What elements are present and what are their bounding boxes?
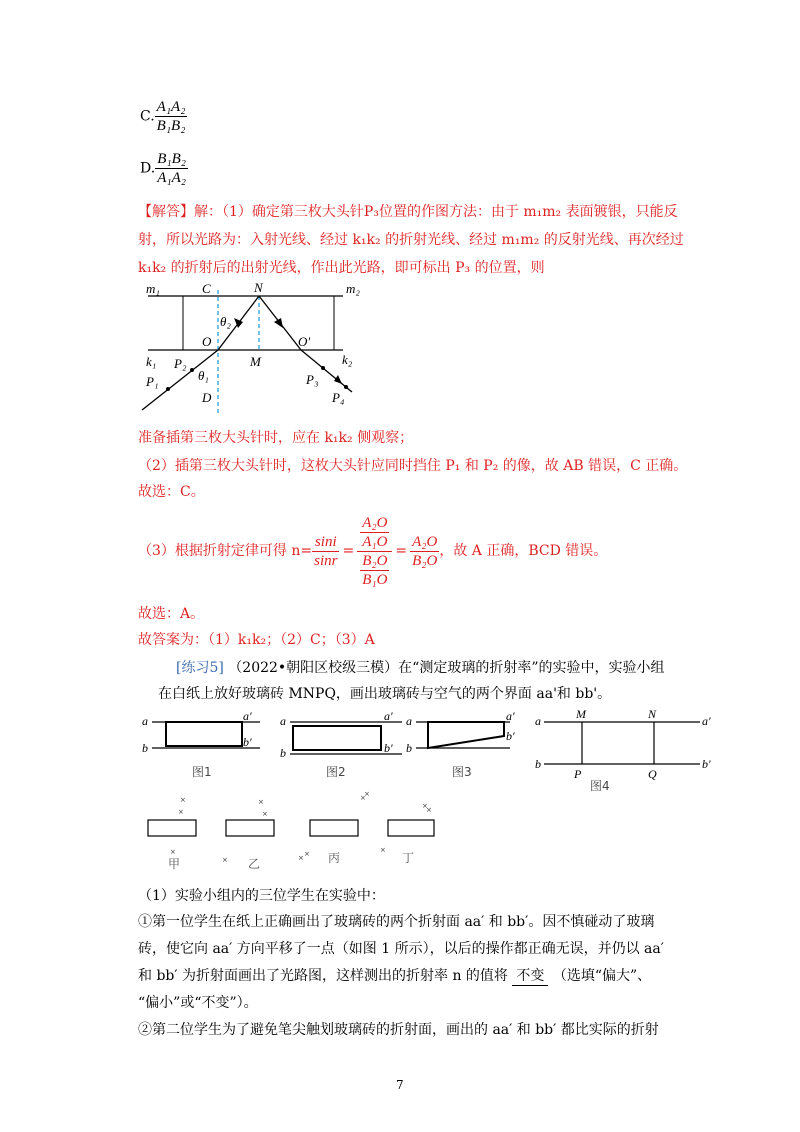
svg-text:×: ×: [178, 808, 184, 816]
question-line-3: 砖，使它向 aa′ 方向平移了一点（如图 1 所示），以后的操作都正确无误，并仍以 aa′: [138, 941, 664, 957]
label-n: N: [254, 282, 263, 295]
svg-text:×: ×: [380, 846, 386, 854]
answer-line-4: 准备插第三枚大头针时，应在 k₁k₂ 侧观察；: [138, 430, 414, 446]
pin-p3: [321, 366, 325, 370]
arrow-reflected: [274, 318, 283, 328]
fig2-label-aprime: a′: [384, 709, 393, 723]
answer-line-3: k₁k₂ 的折射后的出射光线，作出此光路，即可标出 P₃ 的位置，则: [138, 260, 545, 276]
exercise-tag: [练习5]: [176, 660, 224, 676]
question-line-5: “偏小”或“不变”）。: [138, 995, 258, 1011]
drawing-ding-glass: [388, 820, 434, 836]
answer-line-9: 故答案为：（1）k₁k₂；（2）C；（3）A: [138, 632, 375, 648]
question-line-6: ②第二位学生为了避免笔尖触划玻璃砖的折射面，画出的 aa′ 和 bb′ 都比实际的折射: [138, 1022, 659, 1038]
fig2-label-bprime: b′: [384, 741, 393, 755]
label-p3: P₃: [306, 372, 319, 387]
fig1-label-b: b: [142, 741, 148, 755]
fig4-caption: 图4: [590, 779, 610, 792]
light-path-diagram: [138, 282, 378, 420]
fig3-label-a: a: [406, 714, 412, 728]
label-m1: m₁: [146, 282, 160, 296]
frac-a2o-b2o: $\frac{\text{A₂O}}{\text{B₂O}}$: [412, 533, 438, 569]
fig4-label-b: b: [535, 757, 541, 771]
exercise-line-2: 在白纸上放好玻璃砖 MNPQ，画出玻璃砖与空气的两个界面 aa'和 bb'。: [158, 686, 612, 702]
formula-prefix: （3）根据折射定律可得 n=: [138, 542, 313, 559]
student-drawings: [140, 790, 450, 870]
choice-d-fraction: $\frac{\text{B₁B₂}}{\text{A₁A₂}}$: [157, 151, 186, 186]
svg-text:×: ×: [262, 810, 268, 818]
answer-line-1: 【解答】解：（1）确定第三枚大头针P₃位置的作图方法：由于 m₁m₂ 表面镀银，只能反: [138, 204, 678, 220]
fig2-glass: [293, 726, 381, 750]
fig2-label-b: b: [280, 746, 286, 760]
answer-line-8: 故选：A。: [138, 606, 205, 622]
label-theta1: θ₁: [198, 368, 209, 383]
label-p4: P₄: [332, 390, 345, 405]
answer-blank: 不变: [512, 968, 548, 986]
choice-c-fraction: $\frac{\text{A₁A₂}}{\text{B₁B₂}}$: [156, 99, 186, 134]
equals-1: =: [342, 542, 355, 559]
fig4-label-n: N: [648, 707, 657, 721]
drawing-bing-glass: [310, 820, 358, 836]
choice-d-label: D.: [140, 160, 156, 177]
fig4-label-m: M: [576, 707, 586, 721]
label-ding: 丁: [402, 851, 415, 865]
answer-line-7: [138, 505, 607, 597]
fig4-label-p: P: [574, 767, 582, 781]
fig1-label-aprime: a′: [243, 709, 252, 723]
compound-fraction: [357, 514, 392, 589]
fig1-label-a: a: [142, 714, 148, 728]
label-p1: P₁: [146, 374, 159, 389]
fig4-label-a: a: [535, 714, 541, 728]
question-line-1: （1）实验小组内的三位学生在实验中：: [138, 888, 385, 904]
label-bing: 丙: [328, 851, 341, 865]
label-k2: k₂: [342, 352, 353, 367]
pin-p1: [166, 387, 170, 391]
label-c: C: [202, 282, 211, 296]
fig1-glass: [166, 722, 242, 746]
frac-a2o-a1o: $\frac{\text{A₂O}}{\text{A₁O}}$: [362, 514, 388, 550]
drawing-yi-glass: [226, 820, 274, 836]
figures-row: [140, 706, 720, 792]
equals-2: =: [395, 542, 408, 559]
label-d: D: [202, 390, 212, 405]
fig3-label-aprime: a′: [506, 709, 515, 723]
svg-text:×: ×: [222, 856, 228, 864]
choice-c: [140, 98, 187, 135]
label-m: M: [250, 354, 261, 369]
drawing-jia-glass: [148, 820, 196, 836]
fig2-caption: 图2: [326, 765, 346, 779]
svg-text:×: ×: [426, 806, 432, 814]
fig4-label-bprime: b′: [702, 757, 711, 771]
label-m2: m₂: [346, 282, 360, 296]
fig3-label-b: b: [406, 741, 412, 755]
fig2-label-a: a: [280, 714, 286, 728]
label-oprime: O′: [298, 334, 311, 349]
svg-text:×: ×: [364, 790, 370, 798]
fig3-caption: 图3: [452, 765, 472, 779]
fig3-label-bprime: b′: [506, 729, 515, 743]
answer-line-6: 故选：C。: [138, 484, 205, 500]
choice-d: [140, 150, 188, 187]
label-yi: 乙: [248, 857, 261, 870]
fig4-label-aprime: a′: [702, 714, 711, 728]
fig1-label-bprime: b′: [243, 735, 252, 749]
frac-b2o-b1o: $\frac{\text{B₂O}}{\text{B₁O}}$: [362, 552, 388, 588]
answer-line-2: 射，所以光路为：入射光线、经过 k₁k₂ 的折射光线、经过 m₁m₂ 的反射光线、再次经过: [138, 232, 684, 248]
svg-text:×: ×: [258, 798, 264, 806]
svg-text:×: ×: [180, 796, 186, 804]
svg-text:×: ×: [360, 794, 366, 802]
frac-sini-sinr: $\frac{\sin i}{\sin r}$: [314, 533, 338, 569]
pin-p4: [344, 385, 348, 389]
question-line-4: [138, 968, 651, 986]
svg-text:×: ×: [422, 802, 428, 810]
page-number: 7: [396, 1078, 404, 1092]
choice-c-label: C.: [140, 108, 155, 125]
label-theta2: θ₂: [220, 314, 231, 329]
pin-p2: [190, 368, 194, 372]
arrow-emergent: [334, 375, 342, 384]
label-p2: P₂: [174, 356, 187, 371]
svg-text:×: ×: [298, 854, 304, 862]
fig1-caption: 图1: [192, 765, 212, 779]
fig3-glass: [428, 722, 504, 748]
question-4-prefix: 和 bb′ 为折射面画出了光路图，这样测出的折射率 n 的值将: [138, 968, 508, 984]
svg-text:×: ×: [170, 848, 176, 856]
label-k1: k₁: [146, 354, 157, 369]
question-4-suffix: （选填“偏大”、: [552, 968, 652, 984]
exercise-line-1: [176, 660, 665, 677]
label-o: O: [202, 334, 212, 349]
question-line-2: ①第一位学生在纸上正确画出了玻璃砖的两个折射面 aa′ 和 bb′。因不慎碰动了玻璃: [138, 914, 655, 930]
formula-suffix: ，故 A 正确，BCD 错误。: [439, 542, 608, 559]
exercise-text-1: （2022•朝阳区校级三模）在“测定玻璃的折射率”的实验中，实验小组: [228, 660, 665, 676]
answer-line-5: （2）插第三枚大头针时，这枚大头针应同时挡住 P₁ 和 P₂ 的像，故 AB 错误，C 正确。: [138, 458, 688, 474]
label-jia: 甲: [168, 857, 181, 870]
fig4-label-q: Q: [648, 767, 657, 781]
svg-text:×: ×: [304, 850, 310, 858]
